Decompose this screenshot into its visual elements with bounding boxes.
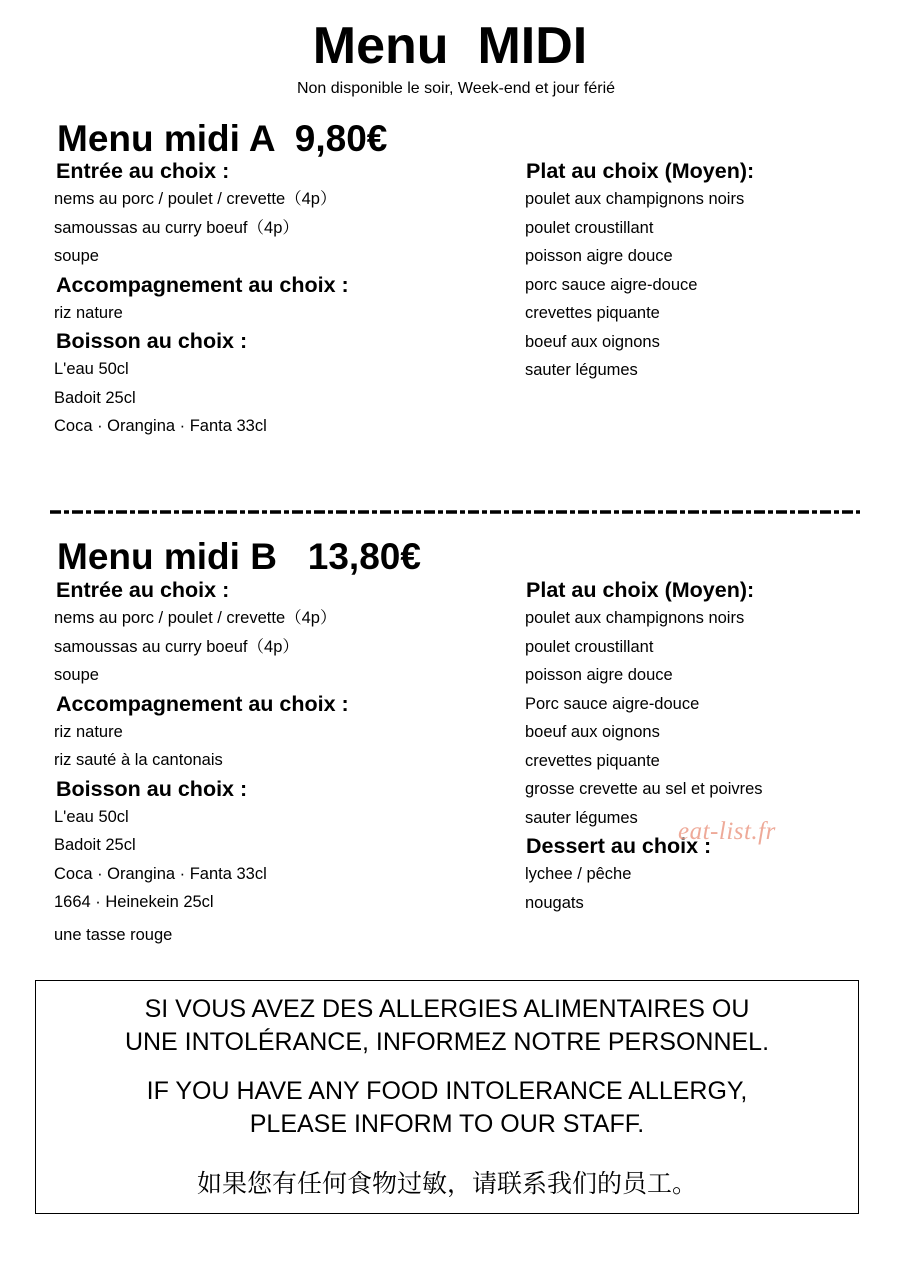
menu-a-left-column bbox=[54, 157, 434, 441]
menu-item: nems au porc / poulet / crevette（4p） bbox=[54, 609, 337, 627]
menu-item: boeuf aux oignons bbox=[525, 723, 660, 741]
menu-b-accompagnement-title: Accompagnement au choix : bbox=[56, 691, 349, 716]
menu-b-heading: Menu midi B 13,80€ bbox=[57, 536, 421, 577]
menu-item: porc sauce aigre-douce bbox=[525, 275, 698, 294]
page-title: Menu MIDI bbox=[312, 17, 588, 75]
menu-item: L'eau 50cl bbox=[54, 807, 129, 826]
menu-item: sauter légumes bbox=[525, 808, 638, 827]
menu-b-right-column bbox=[525, 576, 900, 917]
watermark: eat-list.fr bbox=[678, 818, 776, 845]
menu-item: Badoit 25cl bbox=[54, 836, 136, 854]
menu-item: Coca · Orangina · Fanta 33cl bbox=[54, 417, 267, 435]
menu-a-heading: Menu midi A 9,80€ bbox=[57, 118, 388, 159]
allergy-notice-chinese: 如果您有任何食物过敏，请联系我们的员工。 bbox=[196, 1169, 697, 1198]
menu-item: Porc sauce aigre-douce bbox=[525, 694, 700, 713]
allergy-notice-english bbox=[36, 1075, 858, 1141]
menu-item: Badoit 25cl bbox=[54, 388, 136, 407]
allergy-notice-box bbox=[35, 980, 859, 1214]
menu-item: poulet croustillant bbox=[525, 637, 654, 656]
menu-item: grosse crevette au sel et poivres bbox=[525, 780, 763, 798]
menu-item: lychee / pêche bbox=[525, 865, 632, 883]
section-divider bbox=[50, 509, 860, 515]
menu-a-right-column bbox=[525, 157, 900, 385]
allergy-notice-french bbox=[36, 993, 858, 1059]
menu-item: riz sauté à la cantonais bbox=[54, 751, 223, 769]
menu-item: poulet croustillant bbox=[525, 218, 654, 237]
menu-item: riz nature bbox=[54, 303, 123, 322]
menu-item: nems au porc / poulet / crevette（4p） bbox=[54, 190, 337, 208]
menu-b-entree-title: Entrée au choix : bbox=[56, 578, 230, 602]
menu-item: une tasse rouge bbox=[54, 925, 173, 944]
menu-item: crevettes piquante bbox=[525, 751, 660, 770]
menu-b-left-column bbox=[54, 576, 434, 949]
menu-a-entree-title: Entrée au choix : bbox=[56, 159, 230, 183]
menu-a-boisson-title: Boisson au choix : bbox=[56, 329, 248, 353]
menu-b-boisson-title: Boisson au choix : bbox=[56, 776, 248, 801]
notice-line: PLEASE INFORM TO OUR STAFF. bbox=[249, 1110, 645, 1138]
menu-b-dessert-title: Dessert au choix : bbox=[526, 834, 712, 858]
page-subtitle: Non disponible le soir, Week-end et jour férié bbox=[296, 80, 616, 97]
menu-item: riz nature bbox=[54, 722, 123, 741]
menu-b-plat-title: Plat au choix (Moyen): bbox=[526, 578, 755, 602]
notice-line: UNE INTOLÉRANCE, INFORMEZ NOTRE PERSONNEL. bbox=[124, 1028, 770, 1056]
menu-item: boeuf aux oignons bbox=[525, 332, 660, 351]
menu-item: L'eau 50cl bbox=[54, 360, 129, 378]
menu-item: poisson aigre douce bbox=[525, 247, 673, 265]
menu-item: samoussas au curry boeuf（4p） bbox=[54, 218, 299, 237]
menu-a-plat-title: Plat au choix (Moyen): bbox=[526, 159, 755, 183]
menu-item: soupe bbox=[54, 666, 99, 684]
menu-item: poulet aux champignons noirs bbox=[525, 609, 745, 627]
notice-line: SI VOUS AVEZ DES ALLERGIES ALIMENTAIRES OU bbox=[144, 995, 750, 1023]
menu-item: samoussas au curry boeuf（4p） bbox=[54, 637, 299, 656]
menu-item: Coca · Orangina · Fanta 33cl bbox=[54, 864, 267, 883]
menu-item: poisson aigre douce bbox=[525, 666, 673, 684]
menu-item: poulet aux champignons noirs bbox=[525, 190, 745, 208]
menu-a-accompagnement-title: Accompagnement au choix : bbox=[56, 272, 349, 297]
notice-line: IF YOU HAVE ANY FOOD INTOLERANCE ALLERGY, bbox=[146, 1077, 748, 1105]
menu-item: sauter légumes bbox=[525, 361, 638, 379]
menu-item: crevettes piquante bbox=[525, 304, 660, 322]
menu-item: nougats bbox=[525, 893, 584, 912]
menu-item: soupe bbox=[54, 247, 99, 265]
menu-item: 1664 · Heinekein 25cl bbox=[54, 893, 214, 911]
